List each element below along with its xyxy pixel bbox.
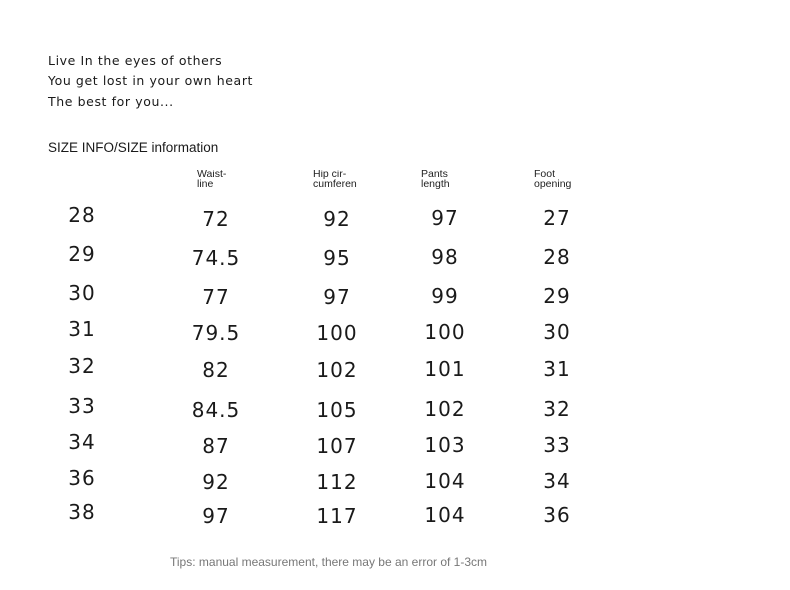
header-hip-line-2: cumferen	[313, 177, 357, 189]
header-foot-line-1: Foot	[534, 170, 556, 180]
hip-cell: 107	[316, 434, 358, 458]
size-cell: 33	[68, 394, 96, 418]
tagline-line-1: Live In the eyes of others	[48, 53, 223, 68]
size-cell: 29	[68, 242, 96, 266]
header-waistline-line-1: Waist-	[197, 170, 227, 180]
waistline-cell: 92	[202, 470, 230, 494]
pants-length-cell: 100	[424, 320, 466, 344]
pants-length-cell: 103	[424, 433, 466, 457]
foot-opening-cell: 30	[543, 320, 571, 344]
hip-cell: 100	[316, 321, 358, 345]
size-cell: 31	[68, 317, 96, 341]
hip-cell: 92	[323, 207, 351, 231]
tagline-line-3: The best for you...	[48, 94, 174, 109]
header-foot-line-2: opening	[534, 177, 572, 189]
waistline-cell: 82	[202, 358, 230, 382]
pants-length-cell: 102	[424, 397, 466, 421]
header-waistline-line-2: line	[197, 177, 214, 189]
hip-cell: 102	[316, 358, 358, 382]
header-foot-opening	[534, 170, 582, 189]
pants-length-cell: 104	[424, 503, 466, 527]
size-cell: 32	[68, 354, 96, 378]
foot-opening-cell: 36	[543, 503, 571, 527]
foot-opening-cell: 28	[543, 245, 571, 269]
waistline-cell: 87	[202, 434, 230, 458]
header-pants-line-2: length	[421, 177, 450, 189]
waistline-cell: 84.5	[191, 398, 241, 422]
size-cell: 36	[68, 466, 96, 490]
hip-cell: 112	[316, 470, 358, 494]
pants-length-cell: 98	[431, 245, 459, 269]
foot-opening-cell: 32	[543, 397, 571, 421]
hip-cell: 97	[323, 285, 351, 309]
header-pants-line-1: Pants	[421, 170, 448, 180]
measurement-tip: Tips: manual measurement, there may be an error of 1-3cm	[170, 555, 488, 569]
hip-cell: 105	[316, 398, 358, 422]
pants-length-cell: 97	[431, 206, 459, 230]
size-table-title: SIZE INFO/SIZE information	[48, 140, 219, 155]
size-cell: 28	[68, 203, 96, 227]
pants-length-cell: 104	[424, 469, 466, 493]
waistline-cell: 74.5	[191, 246, 241, 270]
waistline-cell: 97	[202, 504, 230, 528]
header-waistline	[197, 170, 245, 189]
waistline-cell: 72	[202, 207, 230, 231]
foot-opening-cell: 27	[543, 206, 571, 230]
waistline-cell: 77	[202, 285, 230, 309]
header-pants-length	[421, 170, 469, 189]
foot-opening-cell: 29	[543, 284, 571, 308]
tagline-line-2: You get lost in your own heart	[48, 73, 254, 88]
foot-opening-cell: 33	[543, 433, 571, 457]
hip-cell: 117	[316, 504, 358, 528]
pants-length-cell: 101	[424, 357, 466, 381]
waistline-cell: 79.5	[191, 321, 241, 345]
header-hip-line-1: Hip cir-	[313, 170, 347, 180]
size-cell: 34	[68, 430, 96, 454]
pants-length-cell: 99	[431, 284, 459, 308]
size-cell: 38	[68, 500, 96, 524]
foot-opening-cell: 34	[543, 469, 571, 493]
header-hip-circumference	[313, 170, 361, 189]
foot-opening-cell: 31	[543, 357, 571, 381]
size-cell: 30	[68, 281, 96, 305]
hip-cell: 95	[323, 246, 351, 270]
